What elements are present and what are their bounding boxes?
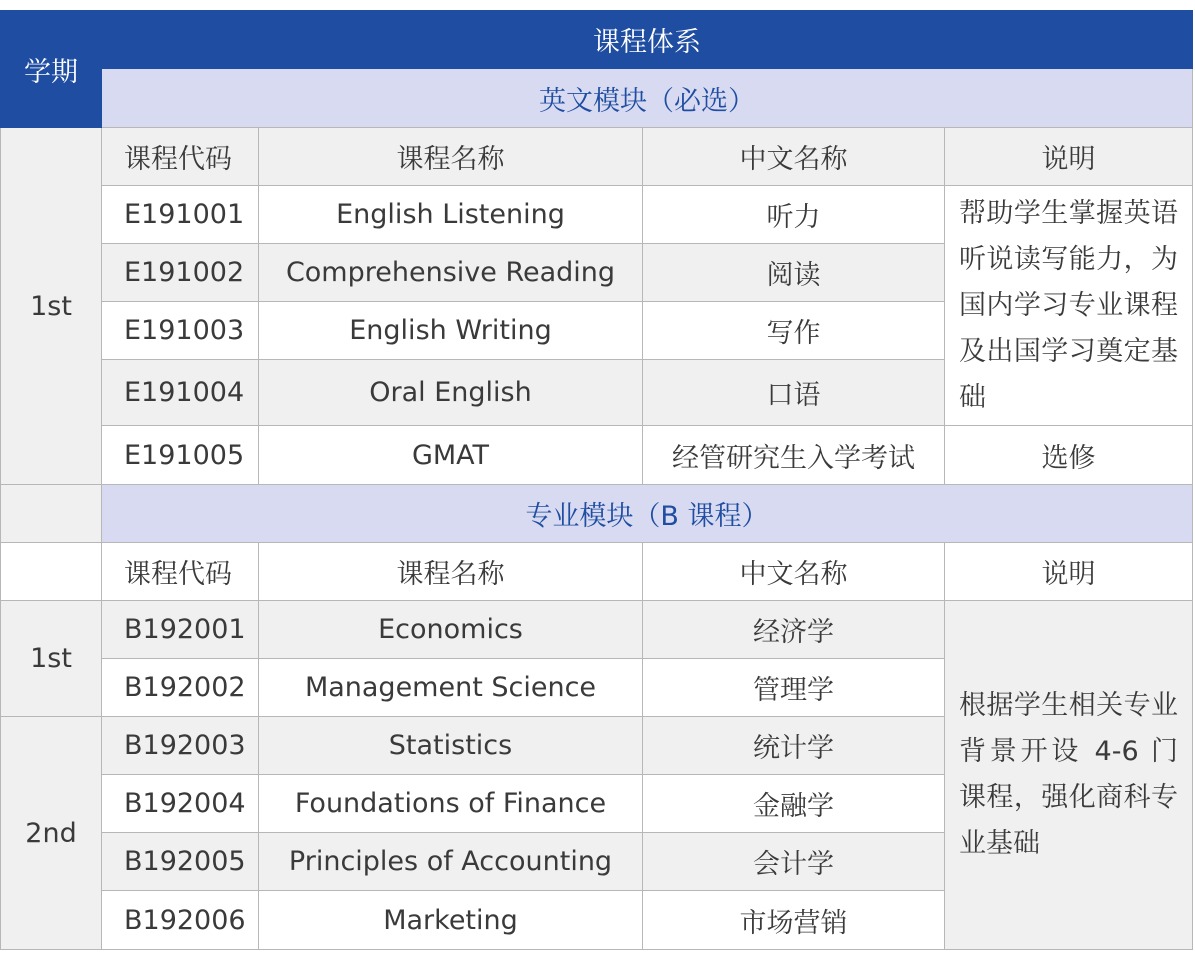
course-system-header: 课程体系 — [102, 11, 1193, 69]
col-header-code: 课程代码 — [102, 128, 259, 186]
course-code: B192006 — [102, 891, 259, 950]
major-semester-1st: 1st — [1, 601, 102, 717]
course-name: Principles of Accounting — [259, 833, 643, 891]
course-table — [0, 10, 1193, 950]
course-name: Comprehensive Reading — [259, 244, 643, 302]
english-note: 帮助学生掌握英语听说读写能力，为国内学习专业课程及出国学习奠定基础 — [959, 197, 1178, 413]
table-row — [1, 426, 1193, 485]
major-semester-blank — [1, 485, 102, 543]
col-header-cn: 中文名称 — [643, 543, 945, 601]
course-name: Statistics — [259, 717, 643, 775]
table-row — [1, 186, 1193, 244]
major-note-cell — [945, 601, 1193, 950]
course-code: B192004 — [102, 775, 259, 833]
major-module-title: 专业模块（B 课程） — [102, 485, 1193, 543]
elective-note: 选修 — [945, 426, 1193, 485]
course-cn: 经管研究生入学考试 — [643, 426, 945, 485]
course-name: Management Science — [259, 659, 643, 717]
course-name: Marketing — [259, 891, 643, 950]
col-header-code: 课程代码 — [102, 543, 259, 601]
course-cn: 听力 — [643, 186, 945, 244]
course-cn: 会计学 — [643, 833, 945, 891]
course-cn: 管理学 — [643, 659, 945, 717]
major-semester-2nd: 2nd — [1, 717, 102, 950]
course-cn: 经济学 — [643, 601, 945, 659]
course-cn: 统计学 — [643, 717, 945, 775]
col-header-name: 课程名称 — [259, 128, 643, 186]
major-header-blank — [1, 543, 102, 601]
major-note: 根据学生相关专业背景开设 4-6 门课程，强化商科专业基础 — [959, 690, 1178, 859]
course-code: E191004 — [102, 360, 259, 426]
col-header-note: 说明 — [945, 128, 1193, 186]
course-code: B192001 — [102, 601, 259, 659]
course-name: GMAT — [259, 426, 643, 485]
course-code: B192005 — [102, 833, 259, 891]
course-code: E191002 — [102, 244, 259, 302]
course-name: English Writing — [259, 302, 643, 360]
col-header-note: 说明 — [945, 543, 1193, 601]
course-cn: 金融学 — [643, 775, 945, 833]
english-note-cell — [945, 186, 1193, 426]
course-name: Oral English — [259, 360, 643, 426]
table-row — [1, 601, 1193, 659]
english-semester-1st: 1st — [1, 128, 102, 485]
course-name: Foundations of Finance — [259, 775, 643, 833]
course-cn: 市场营销 — [643, 891, 945, 950]
course-code: E191003 — [102, 302, 259, 360]
course-code: E191005 — [102, 426, 259, 485]
course-cn: 口语 — [643, 360, 945, 426]
course-code: B192003 — [102, 717, 259, 775]
course-cn: 阅读 — [643, 244, 945, 302]
col-header-cn: 中文名称 — [643, 128, 945, 186]
course-name: Economics — [259, 601, 643, 659]
semester-header: 学期 — [1, 11, 102, 128]
course-name: English Listening — [259, 186, 643, 244]
course-cn: 写作 — [643, 302, 945, 360]
course-code: E191001 — [102, 186, 259, 244]
english-module-title: 英文模块（必选） — [102, 69, 1193, 128]
course-code: B192002 — [102, 659, 259, 717]
col-header-name: 课程名称 — [259, 543, 643, 601]
